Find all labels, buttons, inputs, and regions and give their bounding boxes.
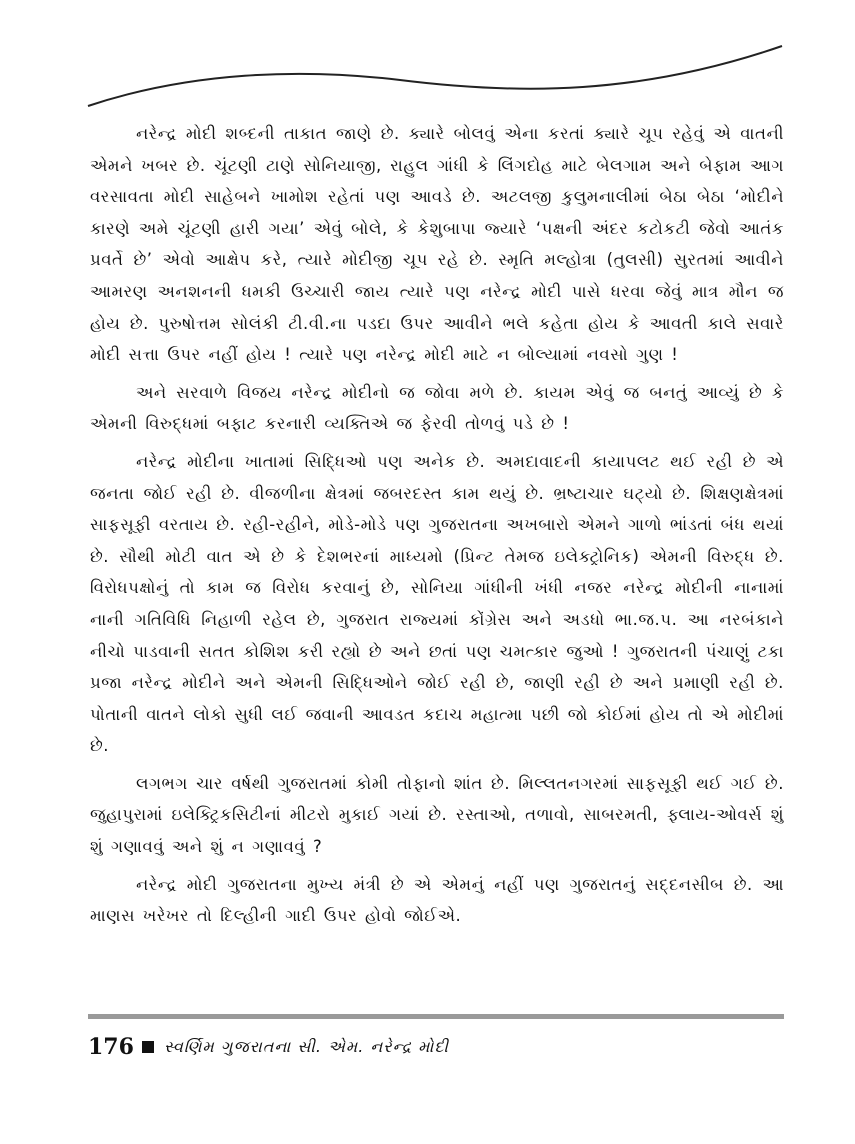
header-swoosh-decoration <box>0 0 855 120</box>
footer-divider <box>88 1014 784 1019</box>
paragraph: નરેન્દ્ર મોદીના ખાતામાં સિદ્ધિઓ પણ અનેક છે. અમદાવાદની કાયાપલટ થઈ રહી છે એ જનતા જોઈ રહી છે. વીજળીના ક્ષેત્રમાં જબરદસ્ત કામ થયું છે. ભ્રષ્ટાચાર ઘટ્યો છે. શિક્ષણક્ષેત્રમાં સાફસૂફી વરતાય છે. રહી-રહીને, મોડે-મોડે પણ ગુજરાતના અખબારો એમને ગાળો ભાંડતાં બંધ થયાં છે. સૌથી મોટી વાત એ છે કે દેશભરનાં માધ્યમો (પ્રિન્ટ તેમજ ઇલેક્ટ્રોનિક) એમની વિરુદ્ધ છે. વિરોધપક્ષોનું તો કામ જ વિરોધ કરવાનું છે, સોનિયા ગાંધીની ખંધી નજર નરેન્દ્ર મોદીની નાનામાં નાની ગતિવિધિ નિહાળી રહેલ છે, ગુજરાત રાજ્યમાં કોંગ્રેસ અને અડધો ભા.જ.પ. આ નરબંકાને નીચો પાડવાની સતત કોશિશ કરી રહ્યો છે અને છતાં પણ ચમત્કાર જુઓ ! ગુજરાતની પંચાણું ટકા પ્રજા નરેન્દ્ર મોદીને અને એમની સિદ્ધિઓને જોઈ રહી છે, જાણી રહી છે અને પ્રમાણી રહી છે. પોતાની વાતને લોકો સુધી લઈ જવાની આવડત કદાચ મહાત્મા પછી જો કોઈમાં હોય તો એ મોદીમાં છે. <box>90 451 784 756</box>
paragraph: લગભગ ચાર વર્ષથી ગુજરાતમાં કોમી તોફાનો શાંત છે. મિલ્લતનગરમાં સાફસૂફી થઈ ગઈ છે. જુહાપુરામાં ઇલેક્ટ્રિકસિટીનાં મીટરો મુકાઈ ગયાં છે. રસ્તાઓ, તળાવો, સાબરમતી, ફ્લાય-ઓવર્સ શું શું ગણાવવું અને શું ન ગણાવવું ? <box>90 773 784 857</box>
page-footer <box>88 1030 449 1064</box>
page-number: 176 <box>88 1034 134 1060</box>
square-bullet-icon <box>142 1041 154 1053</box>
running-book-title: સ્વર્ણિમ ગુજરાતના સી. એમ. નરેન્દ્ર મોદી <box>163 1037 449 1056</box>
paragraph: અને સરવાળે વિજય નરેન્દ્ર મોદીનો જ જોવા મળે છે. કાયમ એવું જ બનતું આવ્યું છે કે એમની વિરુદ્ધમાં બફાટ કરનારી વ્યક્તિએ જ ફેરવી તોળવું પડે છે ! <box>90 382 784 434</box>
article-body <box>90 118 784 938</box>
paragraph: નરેન્દ્ર મોદી ગુજરાતના મુખ્ય મંત્રી છે એ એમનું નહીં પણ ગુજરાતનું સદ્દનસીબ છે. આ માણસ ખરેખર તો દિલ્હીની ગાદી ઉપર હોવો જોઈએ. <box>90 874 784 926</box>
paragraph: નરેન્દ્ર મોદી શબ્દની તાકાત જાણે છે. ક્યારે બોલવું એના કરતાં ક્યારે ચૂપ રહેવું એ વાતની એમને ખબર છે. ચૂંટણી ટાણે સોનિયાજી, રાહુલ ગાંધી કે લિંગદોહ માટે બેલગામ અને બેફામ આગ વરસાવતા મોદી સાહેબને ખામોશ રહેતાં પણ આવડે છે. અટલજી કુલુમનાલીમાં બેઠા બેઠા ‘મોદીને કારણે અમે ચૂંટણી હારી ગયા’ એવું બોલે, કે કેશુબાપા જ્યારે ‘પક્ષની અંદર કટોકટી જેવો આતંક પ્રવર્તે છે’ એવો આક્ષેપ કરે, ત્યારે મોદીજી ચૂપ રહે છે. સ્મૃતિ મલ્હોત્રા (તુલસી) સુરતમાં આવીને આમરણ અનશનની ધમકી ઉચ્ચારી જાય ત્યારે પણ નરેન્દ્ર મોદી પાસે ધરવા જેવું માત્ર મૌન જ હોય છે. પુરુષોત્તમ સોલંકી ટી.વી.ના પડદા ઉપર આવીને ભલે કહેતા હોય કે આવતી કાલે સવારે મોદી સત્તા ઉપર નહીં હોય ! ત્યારે પણ નરેન્દ્ર મોદી માટે ન બોલ્યામાં નવસો ગુણ ! <box>90 124 784 365</box>
